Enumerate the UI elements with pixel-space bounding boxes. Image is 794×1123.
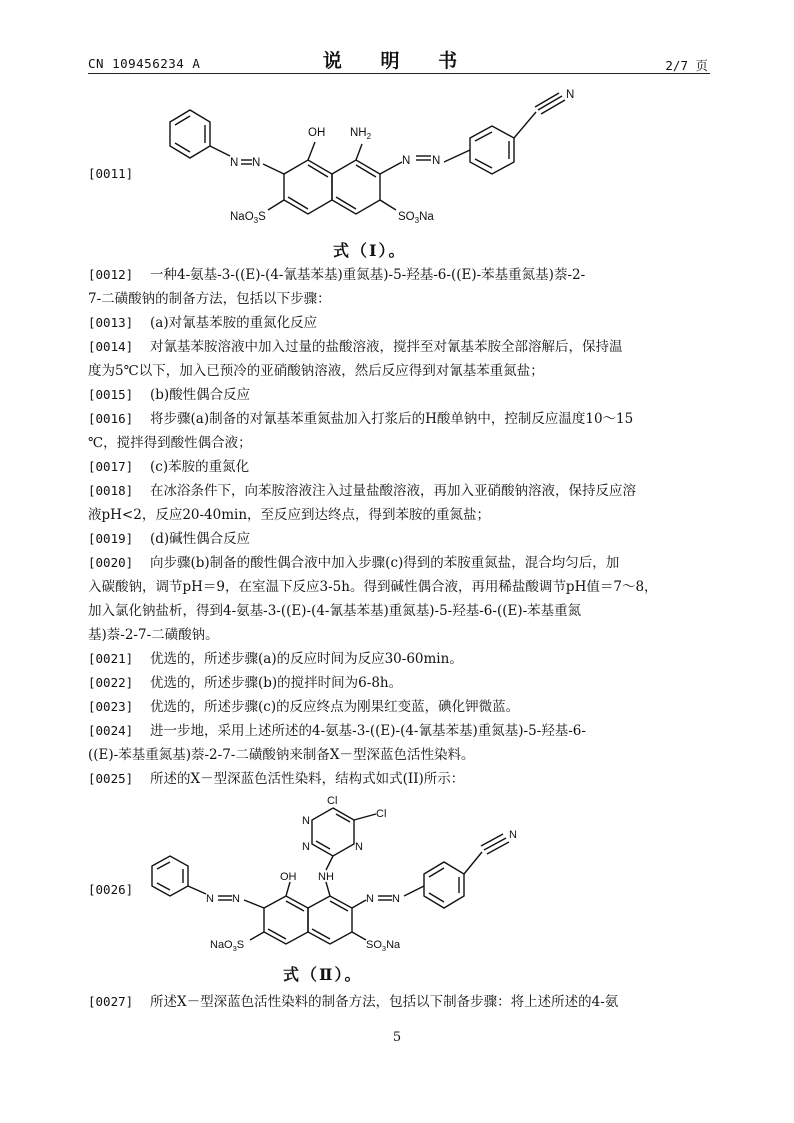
paragraph-0025 (88, 767, 710, 791)
paragraph-0018 (88, 479, 710, 527)
hydroxy-label: OH (280, 871, 297, 883)
page-header (88, 46, 708, 72)
para-number: [0025] (88, 771, 134, 786)
triazine-n-b: N (355, 841, 363, 853)
formula-2-caption: 式（Ⅱ）。 (283, 965, 363, 984)
doc-number: CN 109456234 A (88, 56, 201, 71)
para-number: [0016] (88, 411, 134, 426)
paragraph-0019 (88, 527, 710, 551)
para-number: [0027] (88, 994, 134, 1009)
nitrile-n: N (566, 89, 575, 101)
para-number: [0021] (88, 651, 134, 666)
para-number: [0022] (88, 675, 134, 690)
sulfonate-left: NaO$_3$S (210, 939, 245, 953)
para-line: 基)萘-2-7-二磺酸钠。 (88, 627, 219, 643)
para-line: 7-二磺酸钠的制备方法，包括以下步骤： (88, 291, 331, 307)
para-number: [0020] (88, 555, 134, 570)
structural-formula-1 (140, 84, 610, 234)
para-line: 所述X－型深蓝色活性染料的制备方法，包括以下制备步骤：将上述所述的4-氨 (150, 994, 619, 1010)
header-rule (88, 73, 710, 74)
para-line: 将步骤(a)制备的对氰基苯重氮盐加入打浆后的H酸单钠中，控制反应温度10～15 (150, 411, 634, 427)
amino-label: $NH_2$ (350, 127, 372, 141)
paragraph-0017 (88, 455, 710, 479)
para-line: 加入氯化钠盐析，得到4-氨基-3-((E)-(4-氰基苯基)重氮基)-5-羟基-6-((E)-苯基重氮 (88, 603, 582, 619)
para-number: [0018] (88, 483, 134, 498)
formula-1-caption: 式（Ⅰ）。 (333, 241, 407, 260)
para-line: 对氰基苯胺溶液中加入过量的盐酸溶液，搅拌至对氰基苯胺全部溶解后，保持温 (150, 339, 623, 355)
para-number: [0014] (88, 339, 134, 354)
paragraph-0013 (88, 311, 710, 335)
paragraph-0014 (88, 335, 710, 383)
paragraph-0022 (88, 671, 710, 695)
sulfonate-right: $SO_3Na$ (398, 211, 434, 225)
para-number: [0015] (88, 387, 134, 402)
azo-n-3: N (402, 155, 411, 167)
triazine-n-a: N (302, 815, 310, 827)
azo-n-2: N (232, 893, 240, 905)
para-line: 所述的X－型深蓝色活性染料，结构式如式(II)所示： (150, 771, 465, 787)
chloro-2: Cl (376, 808, 387, 820)
para-line: 度为5℃以下，加入已预冷的亚硝酸钠溶液，然后反应得到对氰基苯重氮盐； (88, 363, 544, 379)
para-number: [0017] (88, 459, 134, 474)
para-line: ((E)-苯基重氮基)萘-2-7-二磺酸钠来制备X－型深蓝色活性染料。 (88, 747, 475, 763)
chloro-1: Cl (327, 795, 338, 807)
para-line: 优选的，所述步骤(a)的反应时间为反应30-60min。 (150, 651, 463, 667)
para-line: 优选的，所述步骤(b)的搅拌时间为6-8h。 (150, 675, 403, 691)
paragraph-0021 (88, 647, 710, 671)
paragraph-0015 (88, 383, 710, 407)
para-line: 向步骤(b)制备的酸性偶合液中加入步骤(c)得到的苯胺重氮盐，混合均匀后，加 (150, 555, 620, 571)
triazine-n-c: N (302, 841, 310, 853)
para-line: (b)酸性偶合反应 (150, 387, 251, 403)
para-number: [0012] (88, 267, 134, 282)
paragraph-0024 (88, 719, 710, 767)
para-number: [0023] (88, 699, 134, 714)
azo-n-1: N (206, 893, 214, 905)
paragraph-0023 (88, 695, 710, 719)
sulfonate-right: $SO_3Na$ (366, 939, 401, 953)
doc-title: 说 明 书 (322, 50, 474, 72)
para-line: ℃，搅拌得到酸性偶合液； (88, 435, 252, 451)
page-number: 5 (392, 1030, 402, 1045)
paragraph-0027 (88, 990, 710, 1014)
azo-n-4: N (432, 155, 441, 167)
nitrile-n: N (509, 829, 517, 841)
paragraph-0012 (88, 263, 710, 311)
nh-label: NH (318, 871, 334, 883)
para-number: [0011] (88, 166, 134, 181)
azo-n-4: N (392, 893, 400, 905)
para-number: [0013] (88, 315, 134, 330)
para-line: (c)苯胺的重氮化 (150, 459, 250, 475)
azo-n-2: N (252, 157, 261, 169)
sulfonate-left: NaO$_3$S (230, 211, 266, 225)
hydroxy-label: OH (308, 127, 326, 139)
para-text (150, 990, 710, 1014)
para-number: [0024] (88, 723, 134, 738)
para-line: 优选的，所述步骤(c)的反应终点为刚果红变蓝，碘化钾微蓝。 (150, 699, 520, 715)
para-number: [0026] (88, 882, 134, 897)
para-number: [0019] (88, 531, 134, 546)
azo-n-3: N (366, 893, 374, 905)
para-line: (a)对氰基苯胺的重氮化反应 (150, 315, 318, 331)
page-of: 2/7 页 (665, 58, 708, 73)
para-line: 在冰浴条件下，向苯胺溶液注入过量盐酸溶液，再加入亚硝酸钠溶液，保持反应溶 (150, 483, 636, 499)
para-line: (d)碱性偶合反应 (150, 531, 251, 547)
paragraph-0016 (88, 407, 710, 455)
para-line: 液pH<2，反应20-40min，至反应到达终点，得到苯胺的重氮盐； (88, 507, 491, 523)
para-line: 进一步地，采用上述所述的4-氨基-3-((E)-(4-氰基苯基)重氮基)-5-羟基-6- (150, 723, 586, 739)
para-line: 入碳酸钠，调节pH＝9，在室温下反应3-5h。得到碱性偶合液，再用稀盐酸调节pH值＝7～8， (88, 579, 658, 595)
azo-n-1: N (230, 157, 239, 169)
structural-formula-2 (140, 790, 560, 960)
paragraph-0020 (88, 551, 710, 647)
para-line: 一种4-氨基-3-((E)-(4-氰基苯基)重氮基)-5-羟基-6-((E)-苯基重氮基)萘-2- (150, 267, 586, 283)
